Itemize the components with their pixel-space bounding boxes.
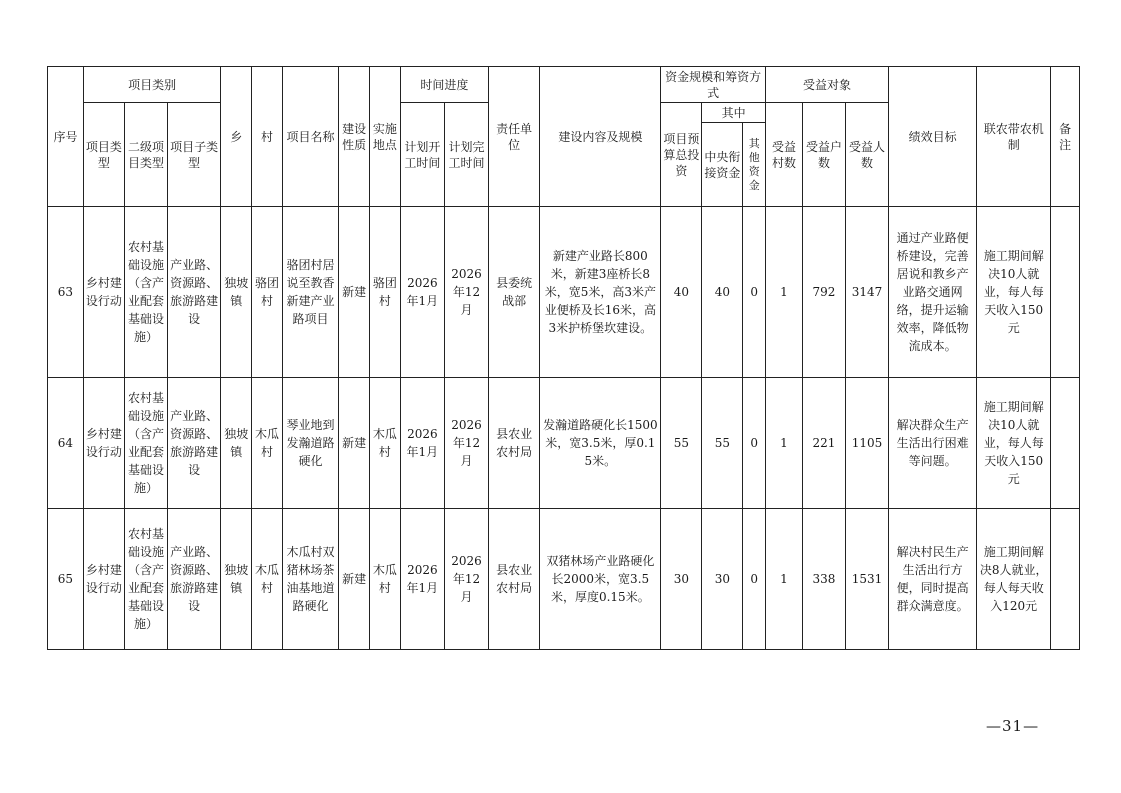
cell-nature: 新建: [339, 207, 370, 378]
cell-seq: 64: [48, 378, 84, 509]
cell-location: 木瓜村: [370, 509, 401, 650]
cell-start-time: 2026年1月: [400, 207, 444, 378]
table-row: [48, 378, 1080, 509]
cell-sub-type: 产业路、资源路、旅游路建设: [168, 509, 221, 650]
cell-mechanism: 施工期间解决10人就业，每人每天收入150元: [977, 207, 1051, 378]
table-body: [48, 207, 1080, 650]
cell-central-fund: 55: [702, 378, 743, 509]
table-header: [48, 67, 1080, 207]
header-total-investment: 项目预算总投资: [661, 103, 702, 207]
cell-other-fund: 0: [743, 509, 766, 650]
cell-location: 骆团村: [370, 207, 401, 378]
header-persons: 受益人数: [845, 103, 888, 207]
header-remark: 备注: [1051, 67, 1080, 207]
header-project-type: 项目类型: [83, 103, 124, 207]
header-other-fund: 其他资金: [743, 123, 766, 207]
header-location: 实施地点: [370, 67, 401, 207]
table-row: [48, 509, 1080, 650]
cell-village: 木瓜村: [252, 378, 283, 509]
cell-persons: 1105: [845, 378, 888, 509]
cell-performance: 通过产业路便桥建设，完善居说和教乡产业路交通网络，提升运输效率，降低物流成本。: [889, 207, 977, 378]
cell-end-time: 2026年12月: [444, 378, 488, 509]
header-time-group: 时间进度: [400, 67, 488, 103]
cell-start-time: 2026年1月: [400, 378, 444, 509]
cell-villages: 1: [765, 378, 802, 509]
cell-responsible: 县委统战部: [489, 207, 540, 378]
cell-performance: 解决村民生产生活出行方便，同时提高群众满意度。: [889, 509, 977, 650]
cell-performance: 解决群众生产生活出行困难等问题。: [889, 378, 977, 509]
cell-households: 221: [802, 378, 845, 509]
cell-project-type: 乡村建设行动: [83, 378, 124, 509]
cell-total-investment: 40: [661, 207, 702, 378]
cell-sub-type2: 农村基础设施（含产业配套基础设施）: [124, 207, 167, 378]
cell-project-name: 骆团村居说至教香新建产业路项目: [282, 207, 338, 378]
header-households: 受益户数: [802, 103, 845, 207]
header-sub-type: 项目子类型: [168, 103, 221, 207]
cell-village: 骆团村: [252, 207, 283, 378]
cell-persons: 1531: [845, 509, 888, 650]
header-fund-group: 资金规模和筹资方式: [661, 67, 766, 103]
cell-nature: 新建: [339, 378, 370, 509]
cell-nature: 新建: [339, 509, 370, 650]
header-project-name: 项目名称: [282, 67, 338, 207]
header-nature: 建设性质: [339, 67, 370, 207]
cell-sub-type: 产业路、资源路、旅游路建设: [168, 378, 221, 509]
header-among: 其中: [702, 103, 766, 123]
cell-total-investment: 30: [661, 509, 702, 650]
header-seq: 序号: [48, 67, 84, 207]
header-central-fund: 中央衔接资金: [702, 123, 743, 207]
table-row: [48, 207, 1080, 378]
cell-villages: 1: [765, 509, 802, 650]
cell-village: 木瓜村: [252, 509, 283, 650]
header-performance: 绩效目标: [889, 67, 977, 207]
header-mechanism: 联农带农机制: [977, 67, 1051, 207]
cell-remark: [1051, 509, 1080, 650]
cell-persons: 3147: [845, 207, 888, 378]
header-village: 村: [252, 67, 283, 207]
cell-total-investment: 55: [661, 378, 702, 509]
cell-remark: [1051, 378, 1080, 509]
header-end-time: 计划完工时间: [444, 103, 488, 207]
header-content: 建设内容及规模: [540, 67, 661, 207]
cell-households: 338: [802, 509, 845, 650]
cell-township: 独坡镇: [221, 509, 252, 650]
header-villages: 受益村数: [765, 103, 802, 207]
header-sub-type2: 二级项目类型: [124, 103, 167, 207]
cell-end-time: 2026年12月: [444, 509, 488, 650]
cell-other-fund: 0: [743, 378, 766, 509]
cell-content: 新建产业路长800米，新建3座桥长8米，宽5米，高3米产业便桥及长16米，高3米护桥堡坎建设。: [540, 207, 661, 378]
header-responsible: 责任单位: [489, 67, 540, 207]
cell-remark: [1051, 207, 1080, 378]
project-table-container: [47, 66, 1080, 650]
cell-township: 独坡镇: [221, 378, 252, 509]
cell-seq: 65: [48, 509, 84, 650]
cell-content: 双猪林场产业路硬化长2000米，宽3.5米，厚度0.15米。: [540, 509, 661, 650]
cell-sub-type2: 农村基础设施（含产业配套基础设施）: [124, 509, 167, 650]
page-number: —31—: [986, 717, 1040, 735]
cell-households: 792: [802, 207, 845, 378]
header-township: 乡: [221, 67, 252, 207]
cell-content: 发瀚道路硬化长1500米，宽3.5米，厚0.15米。: [540, 378, 661, 509]
cell-central-fund: 40: [702, 207, 743, 378]
cell-township: 独坡镇: [221, 207, 252, 378]
cell-project-type: 乡村建设行动: [83, 509, 124, 650]
project-table: [47, 66, 1080, 650]
cell-responsible: 县农业农村局: [489, 509, 540, 650]
cell-project-name: 木瓜村双猪林场茶油基地道路硬化: [282, 509, 338, 650]
cell-sub-type2: 农村基础设施（含产业配套基础设施）: [124, 378, 167, 509]
header-start-time: 计划开工时间: [400, 103, 444, 207]
cell-sub-type: 产业路、资源路、旅游路建设: [168, 207, 221, 378]
cell-seq: 63: [48, 207, 84, 378]
header-beneficiary-group: 受益对象: [765, 67, 888, 103]
cell-villages: 1: [765, 207, 802, 378]
cell-start-time: 2026年1月: [400, 509, 444, 650]
cell-mechanism: 施工期间解决8人就业，每人每天收入120元: [977, 509, 1051, 650]
cell-project-name: 琴业地到发瀚道路硬化: [282, 378, 338, 509]
cell-location: 木瓜村: [370, 378, 401, 509]
cell-responsible: 县农业农村局: [489, 378, 540, 509]
header-category-group: 项目类别: [83, 67, 220, 103]
cell-central-fund: 30: [702, 509, 743, 650]
cell-end-time: 2026年12月: [444, 207, 488, 378]
cell-other-fund: 0: [743, 207, 766, 378]
cell-mechanism: 施工期间解决10人就业，每人每天收入150元: [977, 378, 1051, 509]
cell-project-type: 乡村建设行动: [83, 207, 124, 378]
